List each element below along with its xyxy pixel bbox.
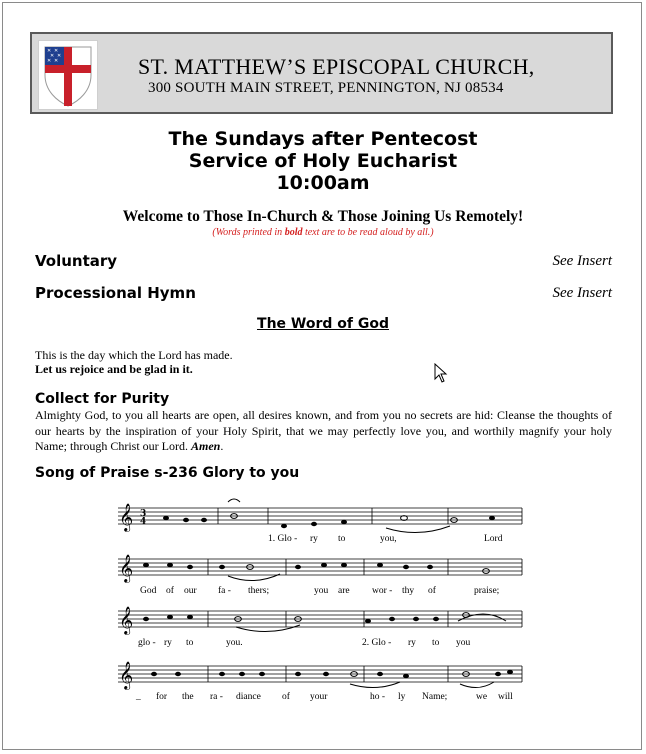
svg-text:✕: ✕ (47, 48, 52, 54)
title-line-3: 10:00am (276, 172, 370, 194)
service-title (0, 128, 646, 194)
lyric-line-1: 1. Glo - ry to you, Lord (268, 534, 503, 544)
svg-text:𝄞: 𝄞 (119, 606, 134, 634)
reading-note: (Words printed in bold text are to be read aloud by all.) (212, 227, 434, 238)
lyric-line-4: _ for the ra - diance of your ho - ly Name; we will (136, 692, 513, 702)
welcome-line: Welcome to Those In-Church & Those Joining Us Remotely! (122, 208, 524, 225)
svg-text:✕: ✕ (54, 48, 59, 54)
title-line-1: The Sundays after Pentecost (168, 128, 478, 150)
title-line-2: Service of Holy Eucharist (188, 150, 458, 172)
svg-text:✕: ✕ (57, 53, 62, 59)
church-address: 300 SOUTH MAIN STREET, PENNINGTON, NJ 08534 (148, 80, 504, 96)
voluntary-label: Voluntary (35, 252, 118, 270)
svg-text:4: 4 (140, 517, 147, 527)
episcopal-shield-icon (38, 40, 98, 110)
mouse-cursor-icon (434, 363, 448, 383)
svg-text:𝄞: 𝄞 (119, 503, 134, 531)
word-of-god-heading: The Word of God (257, 316, 389, 332)
song-title: Song of Praise s-236 Glory to you (35, 465, 300, 481)
svg-text:𝄞: 𝄞 (119, 661, 134, 689)
lyric-line-2: God of our fa - thers; you are wor - thy of praise; (140, 586, 500, 596)
collect-title: Collect for Purity (35, 391, 170, 407)
svg-text:✕: ✕ (50, 53, 55, 59)
processional-value: See Insert (552, 285, 612, 301)
music-score (118, 494, 528, 704)
opening-response: Let us rejoice and be glad in it. (35, 362, 193, 376)
svg-text:✕: ✕ (54, 58, 59, 64)
svg-text:✕: ✕ (47, 58, 52, 64)
church-header (30, 32, 613, 114)
svg-text:3: 3 (140, 509, 147, 519)
lyric-line-3: glo - ry to you. 2. Glo - ry to you (138, 638, 471, 648)
collect-text: Almighty God, to you all hearts are open, all desires known, and from you no secrets are hid: Cleanse the thoughts of our hearts by the inspiration of your Holy Spirit, that we may perfectly love you, and worthily magnify your holy Name; through Christ our Lord. Amen. (35, 408, 612, 453)
church-name: ST. MATTHEW’S EPISCOPAL CHURCH, (138, 54, 535, 79)
processional-label: Processional Hymn (35, 284, 196, 302)
svg-text:𝄞: 𝄞 (119, 554, 134, 582)
voluntary-value: See Insert (552, 253, 612, 269)
opening-line: This is the day which the Lord has made. (35, 348, 233, 362)
